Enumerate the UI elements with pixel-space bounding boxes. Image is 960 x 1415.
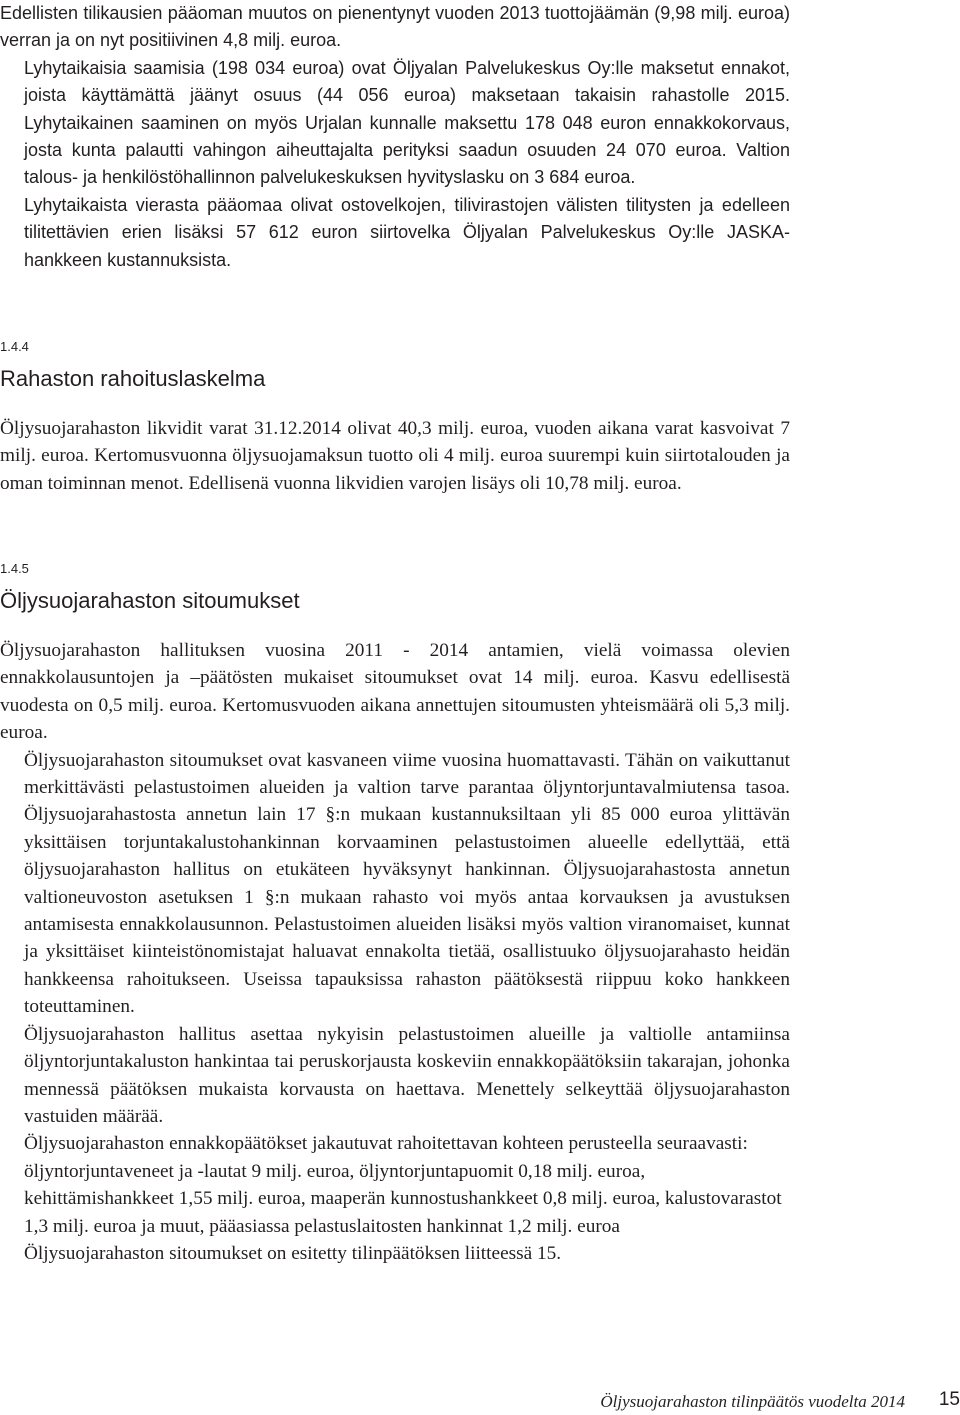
paragraph-commitments-growth: Öljysuojarahaston sitoumukset ovat kasvaneen viime vuosina huomattavasti. Tähän on vaikuttanut merkittävästi pelastustoimen alueiden ja valtion tarve parantaa öljyntorjuntavalmiutensa tasoa. Öljysuojarahastosta annetun lain 17 §:n mukaan kustannuksiltaan yli 85 000 euroa ylittävän yksittäisen torjuntakalustohankinnan korvaaminen pelastustoimen alueelle edellyttää, että öljysuojarahaston hallitus on etukäteen hyväksynyt hankinnan. Öljysuojarahastosta annetun valtioneuvoston asetuksen 1 §:n mukaan rahasto voi myös antaa korvauksen ja avustuksen antamisesta ennakkolausunnon. Pelastustoimen alueiden lisäksi myös valtion viranomaiset, kunnat ja yksittäiset kiinteistönomistajat haluavat ennakolta tietää, osallistuuko öljysuojarahasto heidän hankkeensa rahoitukseen. Useissa tapauksissa rahaston päätöksestä riippuu koko hankkeen toteuttaminen. <box>24 749 790 1018</box>
section-number: 1.4.5 <box>0 561 29 576</box>
section-heading: Öljysuojarahaston sitoumukset <box>0 588 300 613</box>
paragraph-liquid-assets: Öljysuojarahaston likvidit varat 31.12.2014 olivat 40,3 milj. euroa, vuoden aikana varat kasvoivat 7 milj. euroa. Kertomusvuonna öljysuojamaksun tuotto oli 4 milj. euroa suurempi kuin siirtotalouden ja oman toiminnan menot. Edellisenä vuonna likvidien varojen lisäys oli 10,78 milj. euroa. <box>0 418 790 494</box>
section-heading: Rahaston rahoituslaskelma <box>0 366 266 391</box>
top-text-block <box>0 0 790 274</box>
paragraph-deadline-practice: Öljysuojarahaston hallitus asettaa nykyisin pelastustoimen alueille ja valtiolle antamiinsa öljyntorjuntakaluston hankintaa tai peruskorjausta koskeviin ennakkopäätöksiin takarajan, johonka mennessä päätöksen mukaista korvausta on haettava. Menettely selkeyttää öljysuojarahaston vastuiden määrää. <box>24 1023 790 1127</box>
section-144-body <box>0 415 790 497</box>
page-number: 15 <box>938 1389 960 1410</box>
section-number: 1.4.4 <box>0 339 29 354</box>
paragraph-equity-change: Edellisten tilikausien pääoman muutos on pienentynyt vuoden 2013 tuottojäämän (9,98 milj. euroa) verran ja on nyt positiivinen 4,8 milj. euroa. <box>0 3 790 51</box>
paragraph-short-term-receivables: Lyhytaikaisia saamisia (198 034 euroa) ovat Öljyalan Palvelukeskus Oy:lle maksetut ennakot, joista käyttämättä jäänyt osuus (44 056 euroa) maksetaan takaisin rahastolle 2015. Lyhytaikainen saaminen on myös Urjalan kunnalle maksettu 178 048 euron ennakkokorvaus, josta kunta palautti vahingon aiheuttajalta perityksi saadun osuuden 24 070 euroa. Valtion talous- ja henkilöstöhallinnon palvelukeskuksen hyvityslasku on 3 684 euroa. <box>24 57 790 188</box>
section-145-body <box>0 637 790 1267</box>
paragraph-commitments: Öljysuojarahaston hallituksen vuosina 2011 - 2014 antamien, vielä voimassa olevien ennakkolausuntojen ja –päätösten mukaiset sitoumukset ovat 14 milj. euroa. Kasvu edellisestä vuodesta on 0,5 milj. euroa. Kertomusvuoden aikana annettujen sitoumusten yhteismäärä oli 5,3 milj. euroa. <box>0 640 790 744</box>
paragraph-short-term-liabilities: Lyhytaikaista vierasta pääomaa olivat ostovelkojen, tilivirastojen välisten tilitysten ja edelleen tilitettävien erien lisäksi 57 612 euron siirtovelka Öljyalan Palvelukeskus Oy:lle JASKA- hankkeen kustannuksista. <box>24 194 790 270</box>
paragraph-commitment-breakdown: Öljysuojarahaston ennakkopäätökset jakautuvat rahoitettavan kohteen perusteella seuraavasti: öljyntorjuntaveneet ja -lautat 9 milj. euroa, öljyntorjuntapuomit 0,18 milj. euroa, kehittämishankkeet 1,55 milj. euroa, maaperän kunnostushankkeet 0,8 milj. euroa, kalustovarastot 1,3 milj. euroa ja muut, pääasiassa pelastuslaitosten hankinnat 1,2 milj. euroa <box>24 1133 782 1237</box>
paragraph-note-reference: Öljysuojarahaston sitoumukset on esitetty tilinpäätöksen liitteessä 15. <box>24 1242 562 1264</box>
footer-title: Öljysuojarahaston tilinpäätös vuodelta 2014 <box>600 1392 905 1411</box>
